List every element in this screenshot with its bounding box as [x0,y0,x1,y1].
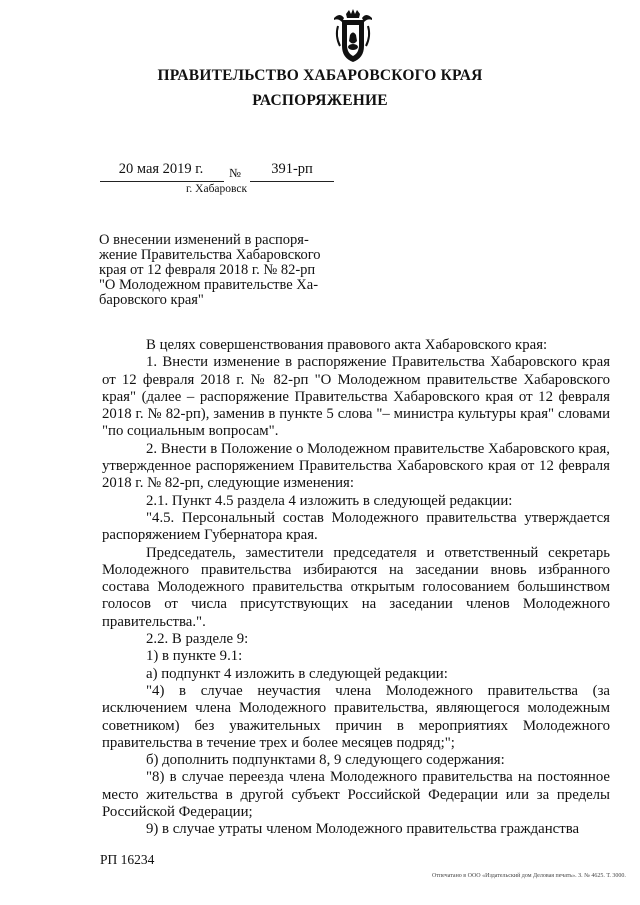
body-paragraph: 1) в пункте 9.1: [146,648,243,665]
footer-printer-note: Отпечатано в ООО «Издательский дом Деловая печать». З. № 4625. Т. 3000. [432,873,626,879]
body-paragraph: "4.5. Персональный состав Молодежного правительства утверждается распоряжением Губернатора края. [102,509,610,544]
body-paragraph: "4) в случае неучастия члена Молодежного правительства (за исключением члена Молодежного правительства, являющегося молодежным советником) без уважительных причин в мероприятиях Молодежного правительства в течение трех и более месяцев подряд;"; [102,682,610,751]
body-paragraph: 2.1. Пункт 4.5 раздела 4 изложить в следующей редакции: [146,492,513,509]
body-paragraph: "8) в случае переезда члена Молодежного правительства на постоянное место жительства в другой субъект Российской Федерации или за пределы Российской Федерации; [102,769,610,821]
government-title: ПРАВИТЕЛЬСТВО ХАБАРОВСКОГО КРАЯ [157,67,483,84]
number-sign: № [229,166,241,180]
date-underline [100,181,224,182]
body-paragraph: а) подпункт 4 изложить в следующей редакции: [146,665,448,682]
document-city: г. Хабаровск [186,183,248,195]
document-date: 20 мая 2019 г. [118,161,204,177]
body-paragraph: 9) в случае утраты членом Молодежного правительства гражданства [146,821,580,838]
body-paragraph: 2. Внести в Положение о Молодежном правительстве Хабаровского края, утвержденное распоряжением Правительства Хабаровского края от 12 февраля 2018 г. № 82-рп, следующие изменения: [102,440,610,492]
document-subject: О внесении изменений в распоря- жение Правительства Хабаровского края от 12 февраля 2018 г. № 82-рп "О Молодежном правительстве Ха- баровского края" [99,232,321,308]
coat-of-arms-emblem [330,6,376,66]
body-paragraph: Председатель, заместители председателя и ответственный секретарь Молодежного правительства избираются на заседании вновь избранного состава Молодежного правительства открытым голосованием большинством голосов от числа присутствующих на заседании членов Молодежного правительства.". [102,544,610,630]
footer-code: РП 16234 [100,852,155,867]
document-body [102,337,610,839]
document-type-title: РАСПОРЯЖЕНИЕ [252,92,388,109]
body-paragraph: б) дополнить подпунктами 8, 9 следующего содержания: [146,752,505,769]
body-paragraph: В целях совершенствования правового акта Хабаровского края: [146,337,548,353]
document-number: 391-рп [271,161,313,177]
body-paragraph: 1. Внести изменение в распоряжение Правительства Хабаровского края от 12 февраля 2018 г. № 82-рп "О Молодежном правительстве Хабаровского края" (далее – распоряжение Правительства Хабаровского края от 12 февраля 2018 г. № 82-рп), заменив в пункте 5 слова "– министра культуры края" словами "по социальным вопросам". [102,354,610,440]
body-paragraph: 2.2. В разделе 9: [146,631,249,648]
number-underline [250,181,334,182]
